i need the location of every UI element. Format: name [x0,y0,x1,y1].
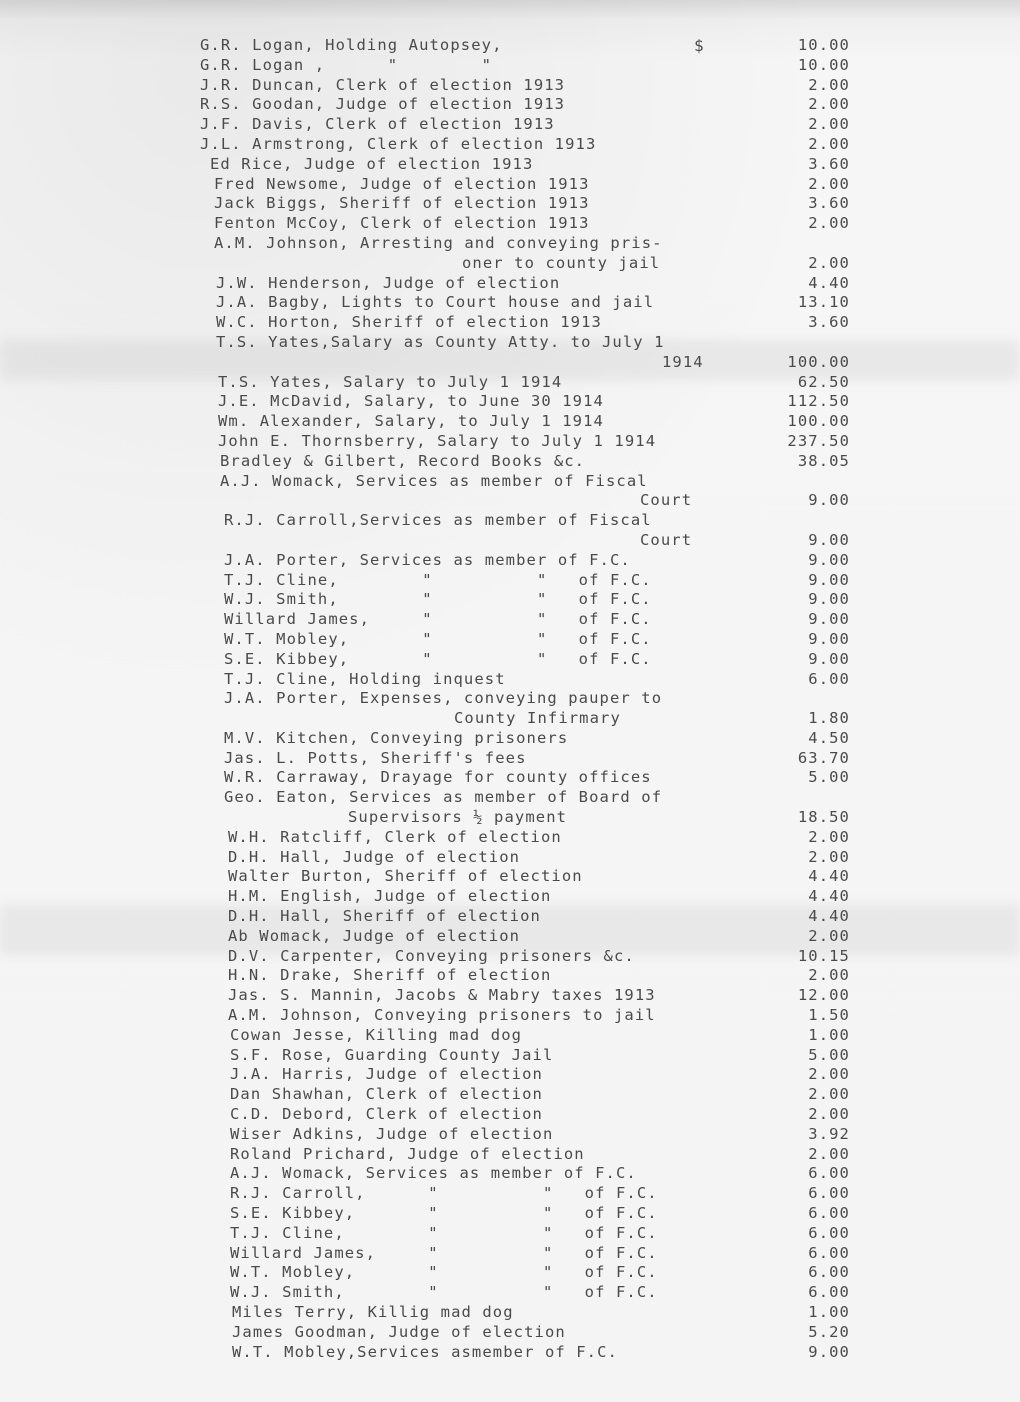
ledger-row-amount: 2.00 [808,1144,850,1163]
ledger-row-description: J.A. Porter, Services as member of F.C. [224,550,631,569]
ledger-row-amount: 2.00 [808,214,850,233]
ledger-row [200,432,860,452]
ledger-row-description: D.H. Hall, Judge of election [228,847,521,866]
ledger-row-amount: 9.00 [808,629,850,648]
ledger-row-amount: 4.40 [808,887,850,906]
ledger-row-amount: 5.00 [808,768,850,787]
ledger-row-amount: 63.70 [797,748,850,767]
ledger-row [200,867,860,887]
ledger-row-description: J.E. McDavid, Salary, to June 30 1914 [218,392,604,411]
ledger-row [200,452,860,472]
ledger-row-description: J.A. Bagby, Lights to Court house and jail [216,293,655,312]
ledger-row [200,1263,860,1283]
ledger-row-amount: 6.00 [808,1184,850,1203]
ledger-row-description: R.J. Carroll,Services as member of Fiscal [224,511,652,530]
ledger-row [200,115,860,135]
ledger-row-amount: 10.15 [797,946,850,965]
ledger-row-amount: 6.00 [808,1164,850,1183]
ledger-row-amount: 12.00 [797,986,850,1005]
ledger-row [200,670,860,690]
ledger-row [200,333,860,353]
ledger-row [200,234,860,254]
ledger-row [200,590,860,610]
ledger-row-description: W.R. Carraway, Drayage for county offices [224,768,652,787]
ledger-row [200,907,860,927]
ledger-row-description: J.A. Harris, Judge of election [230,1065,543,1084]
ledger-row [200,511,860,531]
ledger-row [200,947,860,967]
ledger-row-description: Jas. S. Mannin, Jacobs & Mabry taxes 1913 [228,986,656,1005]
ledger-row-description: G.R. Logan, Holding Autopsey, [200,36,503,54]
ledger-row [200,1006,860,1026]
ledger-row [200,1085,860,1105]
ledger-row-description: T.J. Cline, Holding inquest [224,669,506,688]
ledger-row-amount: 4.50 [808,728,850,747]
ledger-row-description: W.T. Mobley, " " of F.C. [230,1263,658,1282]
ledger-row-description: County Infirmary [454,709,621,728]
ledger-row-description: T.J. Cline, " " of F.C. [230,1223,658,1242]
ledger-row-amount: 1.80 [808,709,850,728]
ledger-row-amount: 2.00 [808,827,850,846]
ledger-row [200,76,860,96]
ledger-row-description: W.J. Smith, " " of F.C. [224,590,652,609]
ledger-row-description: M.V. Kitchen, Conveying prisoners [224,728,569,747]
ledger-row [200,1125,860,1145]
ledger-row [200,1303,860,1323]
ledger-row-description: R.S. Goodan, Judge of election 1913 [200,95,566,114]
ledger-row [200,155,860,175]
ledger-row [200,689,860,709]
ledger-row-amount: 6.00 [808,1243,850,1262]
ledger-row-description: James Goodman, Judge of election [232,1322,566,1341]
ledger-row [200,927,860,947]
ledger-row-amount: 2.00 [808,115,850,134]
ledger-row [200,610,860,630]
ledger-row-amount: 3.60 [808,194,850,213]
ledger-row-description: W.J. Smith, " " of F.C. [230,1283,658,1302]
ledger-row-amount: 237.50 [787,431,850,450]
ledger-row-description: T.S. Yates,Salary as County Atty. to July 1 [216,332,665,351]
ledger-row-amount: 2.00 [808,1105,850,1124]
ledger-row-description: Geo. Eaton, Services as member of Board of [224,788,663,807]
ledger-row [200,966,860,986]
ledger-row-description: J.W. Henderson, Judge of election [216,273,561,292]
ledger-row [200,1164,860,1184]
ledger-row-amount: 10.00 [797,55,850,74]
ledger-row-description: S.E. Kibbey, " " of F.C. [230,1204,658,1223]
ledger-row-description: Dan Shawhan, Clerk of election [230,1085,543,1104]
ledger-row [200,274,860,294]
ledger-row [200,531,860,551]
ledger-row [200,709,860,729]
ledger-row-description: S.F. Rose, Guarding County Jail [230,1045,554,1064]
ledger-row-amount: 1.00 [808,1303,850,1321]
ledger-row-amount: 2.00 [808,1085,850,1104]
ledger-row-description: Ed Rice, Judge of election 1913 [210,154,534,173]
ledger-row-description: Wm. Alexander, Salary, to July 1 1914 [218,412,604,431]
ledger-row-amount: 9.00 [808,590,850,609]
ledger-row-amount: 3.60 [808,313,850,332]
ledger-row-description: Bradley & Gilbert, Record Books &c. [220,451,586,470]
ledger-row-description: oner to county jail [462,253,661,272]
ledger-row-description: Willard James, " " of F.C. [224,610,652,629]
ledger-row-amount: 2.00 [808,75,850,94]
currency-symbol: $ [694,36,704,55]
ledger-row-amount: 2.00 [808,847,850,866]
ledger-row-description: A.J. Womack, Services as member of Fiscal [220,471,648,490]
ledger-row-description: Walter Burton, Sheriff of election [228,867,583,886]
ledger-row-amount: 4.40 [808,273,850,292]
ledger-row-description: R.J. Carroll, " " of F.C. [230,1184,658,1203]
ledger-row-amount: 5.20 [808,1322,850,1341]
ledger-row [200,1204,860,1224]
ledger-row-amount: 6.00 [808,1263,850,1282]
ledger-row [200,1343,860,1363]
ledger-row-amount: 100.00 [787,412,850,431]
ledger-row-amount: 2.00 [808,253,850,272]
ledger-row-amount: 9.00 [808,1342,850,1361]
ledger-row [200,571,860,591]
ledger-row-description: W.T. Mobley,Services asmember of F.C. [232,1342,618,1361]
ledger-row [200,1283,860,1303]
ledger-row-amount: 2.00 [808,95,850,114]
ledger-row-amount: 1.00 [808,1025,850,1044]
ledger-row-amount: 18.50 [797,808,850,827]
ledger-row [200,729,860,749]
ledger-row [200,788,860,808]
ledger-row [200,848,860,868]
ledger-row-amount: 4.40 [808,867,850,886]
ledger-row-amount: 112.50 [787,392,850,411]
ledger-row-description: S.E. Kibbey, " " of F.C. [224,649,652,668]
ledger-row-description: A.M. Johnson, Arresting and conveying pris- [214,233,663,252]
ledger-row [200,214,860,234]
ledger-row-amount: 13.10 [797,293,850,312]
ledger-row-amount: 38.05 [797,451,850,470]
ledger-row-description: C.D. Debord, Clerk of election [230,1105,543,1124]
ledger-row [200,135,860,155]
ledger-row-amount: 2.00 [808,966,850,985]
ledger-row-description: Wiser Adkins, Judge of election [230,1124,554,1143]
ledger-row-description: Supervisors ½ payment [348,808,568,827]
ledger-row [200,254,860,274]
ledger-row [200,650,860,670]
ledger-row [200,175,860,195]
ledger-row-amount: 62.50 [797,372,850,391]
ledger-row-description: Court [640,530,693,549]
ledger-entries [200,36,860,1362]
ledger-row-description: H.M. English, Judge of election [228,887,552,906]
ledger-row [200,95,860,115]
ledger-row [200,1224,860,1244]
ledger-row-description: John E. Thornsberry, Salary to July 1 1914 [218,431,657,450]
ledger-row-description: T.S. Yates, Salary to July 1 1914 [218,372,563,391]
ledger-row-description: W.T. Mobley, " " of F.C. [224,629,652,648]
ledger-row [200,1026,860,1046]
ledger-row-description: J.A. Porter, Expenses, conveying pauper to [224,689,663,708]
ledger-row-amount: 2.00 [808,1065,850,1084]
ledger-row-description: G.R. Logan , " " [200,55,493,74]
ledger-row-description: Ab Womack, Judge of election [228,926,521,945]
ledger-row-description: D.V. Carpenter, Conveying prisoners &c. [228,946,635,965]
ledger-row [200,828,860,848]
ledger-row-description: J.F. Davis, Clerk of election 1913 [200,115,555,134]
ledger-row-description: J.L. Armstrong, Clerk of election 1913 [200,134,597,153]
ledger-row [200,491,860,511]
ledger-row-amount: 9.00 [808,491,850,510]
ledger-row-description: Fenton McCoy, Clerk of election 1913 [214,214,590,233]
ledger-row [200,1244,860,1264]
ledger-row [200,392,860,412]
ledger-row [200,1184,860,1204]
ledger-row-amount: 6.00 [808,1223,850,1242]
ledger-row-amount: 3.92 [808,1124,850,1143]
ledger-row-description: T.J. Cline, " " of F.C. [224,570,652,589]
ledger-row-description: Fred Newsome, Judge of election 1913 [214,174,590,193]
ledger-row-description: W.H. Ratcliff, Clerk of election [228,827,562,846]
ledger-row [200,412,860,432]
ledger-row-description: Jack Biggs, Sheriff of election 1913 [214,194,590,213]
ledger-row-description: A.J. Womack, Services as member of F.C. [230,1164,637,1183]
ledger-row-amount: 9.00 [808,649,850,668]
ledger-row [200,293,860,313]
ledger-row-amount: 10.00 [797,36,850,54]
ledger-row [200,1065,860,1085]
ledger-row-description: Court [640,491,693,510]
ledger-row [200,768,860,788]
ledger-row-amount: 9.00 [808,550,850,569]
ledger-row-amount: 1.50 [808,1006,850,1025]
ledger-row-amount: 6.00 [808,1283,850,1302]
ledger-row-amount: 2.00 [808,134,850,153]
ledger-row-description: Miles Terry, Killig mad dog [232,1303,514,1321]
ledger-row [200,1145,860,1165]
ledger-row [200,887,860,907]
ledger-row [200,353,860,373]
ledger-row-description: Cowan Jesse, Killing mad dog [230,1025,523,1044]
ledger-row-description: D.H. Hall, Sheriff of election [228,907,541,926]
ledger-row-description: 1914 [662,352,704,371]
ledger-row [200,1105,860,1125]
ledger-row-amount: 2.00 [808,174,850,193]
ledger-row [200,373,860,393]
ledger-row-description: W.C. Horton, Sheriff of election 1913 [216,313,602,332]
ledger-row [200,986,860,1006]
ledger-row-amount: 9.00 [808,610,850,629]
ledger-row-amount: 4.40 [808,907,850,926]
ledger-row [200,36,860,56]
ledger-row [200,749,860,769]
ledger-row-description: Jas. L. Potts, Sheriff's fees [224,748,527,767]
ledger-row-description: J.R. Duncan, Clerk of election 1913 [200,75,566,94]
ledger-row-amount: 2.00 [808,926,850,945]
ledger-row [200,472,860,492]
ledger-row [200,808,860,828]
ledger-row-description: H.N. Drake, Sheriff of election [228,966,552,985]
ledger-row [200,313,860,333]
ledger-row [200,1323,860,1343]
ledger-row-amount: 3.60 [808,154,850,173]
ledger-row-amount: 9.00 [808,530,850,549]
ledger-row-description: Willard James, " " of F.C. [230,1243,658,1262]
ledger-row [200,1046,860,1066]
ledger-row [200,630,860,650]
ledger-row-description: A.M. Johnson, Conveying prisoners to jail [228,1006,656,1025]
ledger-row [200,56,860,76]
ledger-row [200,551,860,571]
ledger-row [200,194,860,214]
ledger-row-amount: 9.00 [808,570,850,589]
ledger-row-amount: 6.00 [808,1204,850,1223]
ledger-row-amount: 5.00 [808,1045,850,1064]
ledger-row-description: Roland Prichard, Judge of election [230,1144,585,1163]
ledger-row-amount: 100.00 [787,352,850,371]
ledger-row-amount: 6.00 [808,669,850,688]
